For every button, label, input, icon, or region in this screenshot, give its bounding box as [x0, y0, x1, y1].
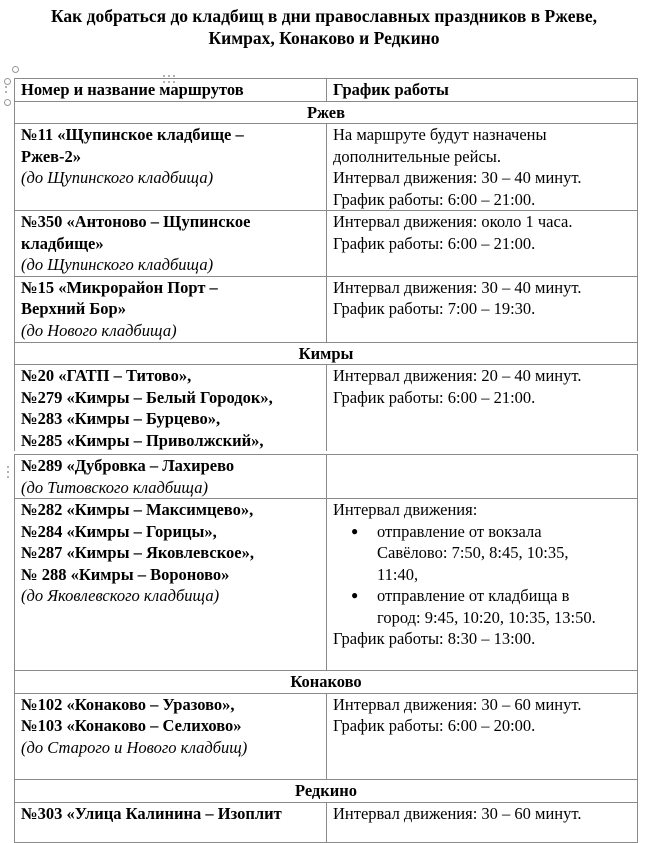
route-name: №102 «Конаково – Уразово», [21, 694, 235, 714]
route-name: №11 «Щупинское кладбище – [21, 125, 244, 144]
row-insert-handle-icon-2[interactable] [4, 99, 11, 106]
route-cell [15, 124, 327, 211]
title-line-1: Как добраться до кладбищ в дни православных праздников в Ржеве, [50, 6, 598, 26]
route-name: № 288 «Кимры – Вороново» [21, 564, 230, 584]
route-name: №279 «Кимры – Белый Городок», [21, 387, 273, 407]
section-city: Кимры [15, 342, 638, 365]
schedule-hours: График работы: 6:00 – 21:00. [333, 233, 536, 253]
table-row [15, 276, 638, 342]
schedule-text: дополнительные рейсы. [333, 146, 501, 166]
schedule-cell [327, 693, 638, 779]
route-name: №284 «Кимры – Горицы», [21, 521, 217, 541]
route-cell [15, 455, 327, 499]
route-name: кладбище» [21, 233, 104, 253]
document-title [0, 5, 648, 49]
schedule-cell [327, 802, 638, 842]
column-move-handle-icon[interactable] [163, 64, 178, 67]
section-header-rzhev [15, 101, 638, 124]
route-cell [15, 211, 327, 277]
table-header-row [15, 79, 638, 102]
section-header-redkino [15, 779, 638, 802]
route-name: №303 «Улица Калинина – Изоплит [21, 803, 282, 823]
table-row [15, 499, 638, 671]
section-header-kimry [15, 342, 638, 365]
schedule-hours: График работы: 6:00 – 20:00. [333, 716, 536, 735]
route-name: №285 «Кимры – Приволжский», [21, 430, 264, 450]
schedule-interval: Интервал движения: 30 – 60 минут. [333, 803, 582, 823]
schedule-cell [327, 124, 638, 211]
departure-item [377, 521, 631, 586]
route-name: №289 «Дубровка – Лахирево [21, 456, 235, 475]
route-cell [15, 693, 327, 779]
row-move-handle-icon-2[interactable] [7, 466, 10, 481]
route-cell [15, 365, 327, 452]
routes-table-part-2 [14, 454, 638, 843]
route-destination: (до Нового кладбища) [21, 320, 177, 340]
schedule-interval-label: Интервал движения: [333, 500, 478, 519]
route-cell [15, 499, 327, 671]
routes-table-part-1 [14, 78, 638, 451]
schedule-cell-empty [327, 455, 638, 499]
route-destination: (до Щупинского кладбища) [21, 255, 214, 274]
table-row [15, 365, 638, 452]
table-row [15, 693, 638, 779]
route-destination: (до Старого и Нового кладбищ) [21, 737, 248, 757]
section-header-konakovo [15, 671, 638, 694]
route-name: №350 «Антоново – Щупинское [21, 212, 251, 231]
route-name: №103 «Конаково – Селихово» [21, 716, 242, 735]
schedule-hours: График работы: 6:00 – 21:00. [333, 387, 536, 407]
schedule-interval: Интервал движения: около 1 часа. [333, 212, 573, 231]
departure-item [377, 585, 631, 628]
table-row [15, 211, 638, 277]
departure-text: ● отправление от кладбища в [377, 586, 570, 605]
schedule-hours: График работы: 7:00 – 19:30. [333, 299, 536, 318]
route-name: №282 «Кимры – Максимцево», [21, 500, 254, 519]
row-move-handle-icon[interactable] [5, 86, 8, 96]
schedule-cell [327, 276, 638, 342]
departure-text: город: 9:45, 10:20, 10:35, 13:50. [377, 607, 596, 627]
header-schedule: График работы [327, 79, 638, 102]
route-cell [15, 802, 327, 842]
section-city: Редкино [15, 779, 638, 802]
schedule-hours: График работы: 6:00 – 21:00. [333, 189, 536, 209]
schedule-interval: Интервал движения: 20 – 40 минут. [333, 366, 582, 385]
schedule-interval: Интервал движения: 30 – 40 минут. [333, 168, 582, 187]
section-city: Ржев [15, 101, 638, 124]
route-name: №287 «Кимры – Яковлевское», [21, 543, 254, 562]
table-resize-handle-icon[interactable] [12, 66, 19, 73]
table-row [15, 455, 638, 499]
header-routes: Номер и название маршрутов [15, 79, 327, 102]
route-name: Верхний Бор» [21, 299, 126, 318]
table-row [15, 802, 638, 842]
departure-text: 11:40, [377, 564, 419, 584]
route-name: Ржев-2» [21, 146, 82, 166]
schedule-interval: Интервал движения: 30 – 60 минут. [333, 694, 582, 714]
route-destination: (до Титовского кладбища) [21, 477, 209, 497]
schedule-hours: График работы: 8:30 – 13:00. [333, 629, 536, 648]
title-line-2: Кимрах, Конаково и Редкино [208, 28, 440, 48]
route-destination: (до Яковлевского кладбища) [21, 586, 220, 605]
row-insert-handle-icon[interactable] [4, 78, 11, 85]
schedule-text: На маршруте будут назначены [333, 125, 547, 144]
route-cell [15, 276, 327, 342]
route-name: №283 «Кимры – Бурцево», [21, 409, 221, 428]
schedule-cell [327, 211, 638, 277]
departure-list [333, 521, 631, 629]
schedule-cell [327, 365, 638, 452]
section-city: Конаково [15, 671, 638, 694]
route-name: №20 «ГАТП – Титово», [21, 366, 192, 385]
schedule-interval: Интервал движения: 30 – 40 минут. [333, 277, 582, 297]
column-move-handle-icon-row2 [163, 70, 178, 73]
schedule-cell [327, 499, 638, 671]
departure-text: Савёлово: 7:50, 8:45, 10:35, [377, 543, 569, 562]
table-row [15, 124, 638, 211]
route-name: №15 «Микрорайон Порт – [21, 277, 218, 297]
departure-text: ● отправление от вокзала [377, 521, 542, 541]
route-destination: (до Щупинского кладбища) [21, 168, 214, 187]
